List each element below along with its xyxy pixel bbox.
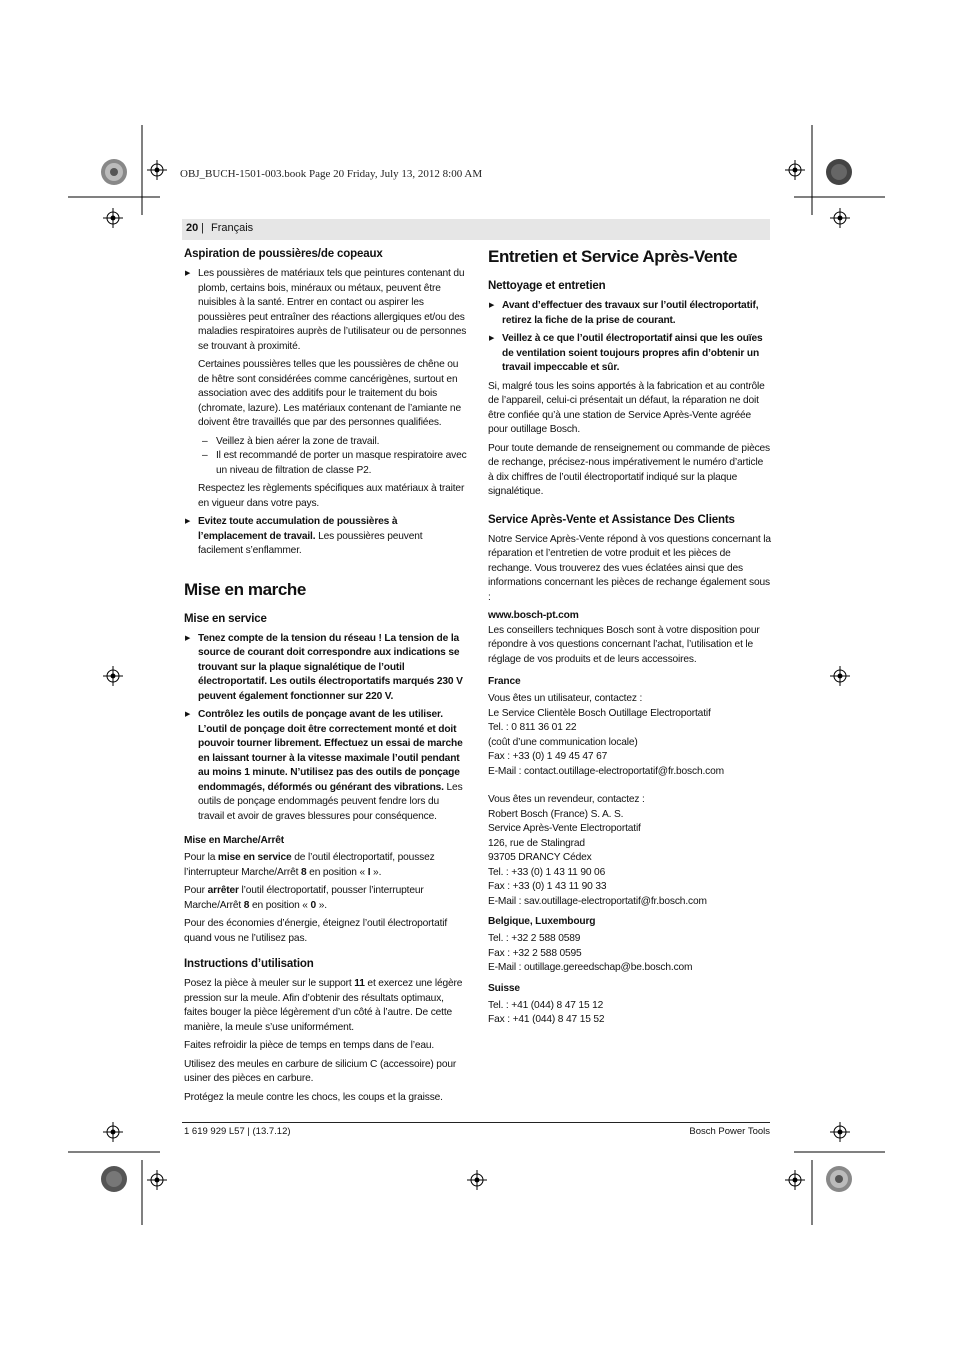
section-heading: Aspiration de poussières/de copeaux [184,248,383,260]
registration-target-icon [830,208,850,228]
footer-brand: Bosch Power Tools [689,1126,770,1137]
bold-text: Evitez toute accumulation de poussières à l’emplacement de travail. [198,516,398,542]
contact-line: Tel. : +41 (044) 8 47 15 12 [488,999,604,1011]
paragraph: Faites refroidir la pièce de temps en temps dans de l’eau. [184,1040,435,1051]
footer-doc-number: 1 619 929 L57 | (13.7.12) [184,1126,291,1137]
registration-target-icon [147,160,167,180]
registration-target-icon [830,666,850,686]
section-heading: Mise en service [184,612,267,625]
contact-line: 126, rue de Stalingrad [488,837,585,849]
paragraph: Notre Service Après-Vente répond à vos questions concernant la réparation et l’entretien de votre produit et les pièces de rechange. Vous trouverez des vues éclatées ainsi que des informations concernant les pièces de rechange également sous : [488,533,771,603]
contact-line: E-Mail : outillage.gereedschap@be.bosch.com [488,962,693,973]
bold-text: Tenez compte de la tension du réseau ! La tension de la source de courant doit correspondre aux indications se trouvant sur la plaque signalétique de l’outil électroportatif. Les outils électroportatifs marqués 230 V peuvent également fonctionner sur 220 V. [198,632,463,702]
contact-line: E-Mail : sav.outillage-electroportatif@fr.bosch.com [488,895,707,907]
registration-target-icon [147,1170,167,1190]
website-link[interactable]: www.bosch-pt.com [488,610,579,621]
section-heading: Service Après-Vente et Assistance Des Clients [488,513,735,526]
page-number: 20 [186,222,199,234]
contact-line: Vous êtes un utilisateur, contactez : [488,693,643,704]
contact-line: Tel. : +33 (0) 1 43 11 90 06 [488,866,606,878]
paragraph: Pour toute demande de renseignement ou commande de pièces de rechange, précisez-nous impérativement le numéro d’article à dix chiffres de l’outil électroportatif indiqué sur la plaque signalétique. [488,442,770,497]
country-heading: France [488,676,521,687]
contact-line: Fax : +41 (044) 8 47 15 52 [488,1014,605,1025]
contact-line: Service Après-Vente Electroportatif [488,823,641,834]
registration-target-icon [103,208,123,228]
print-slug: OBJ_BUCH-1501-003.book Page 20 Friday, July 13, 2012 8:00 AM [180,168,483,180]
section-heading: Nettoyage et entretien [488,280,606,292]
warning-item [184,708,467,824]
dash-item: – Il est recommandé de porter un masque respiratoire avec un niveau de filtration de classe P2. [184,449,467,478]
contact-block [488,999,771,1028]
contact-line: Fax : +33 (0) 1 49 45 47 67 [488,751,608,762]
registration-target-icon [467,1170,487,1190]
warning-item [184,267,467,431]
registration-target-icon [830,1122,850,1142]
contact-line: 93705 DRANCY Cédex [488,852,592,863]
warning-item [488,299,771,328]
subsection-heading: Mise en Marche/Arrêt [184,835,285,846]
bold-text: Contrôlez les outils de ponçage avant de les utiliser. L’outil de ponçage doit être correctement monté et doit pouvoir tourner librement. Effectuez un essai de marche en laissant tourner à la vitesse maximale l’outil pendant au moins 1 minute. N’utilisez pas des outils de ponçage endommagés, déformés ou générant des vibrations. [198,709,463,793]
calibration-wheel-icon [100,158,128,186]
warning-item [184,515,467,559]
paragraph: Posez la pièce à meuler sur le support 11 et exercez une légère pression sur la meule. Afin d’obtenir des résultats optimaux, faites bouger la pièce légèrement d’un côté à l’autre. De cette manière, la meule s’use uniformément. [184,978,463,1033]
warning-item [488,332,771,376]
contact-line: Fax : +33 (0) 1 43 11 90 33 [488,881,607,892]
text: Les outils de ponçage endommagés peuvent fendre lors du travail et avoir de graves blessures pour conséquence. [198,781,463,822]
left-column [184,246,467,1109]
warning-item [184,632,467,705]
paragraph: Pour arrêter l’outil électroportatif, pousser l’interrupteur Marche/Arrêt 8 en position « 0 ». [184,885,424,911]
paragraph: Pour la mise en service de l’outil électroportatif, poussez l’interrupteur Marche/Arrêt 8 en position « I ». [184,852,435,878]
contact-line: Fax : +32 2 588 0595 [488,947,582,959]
header-separator: | [201,222,204,234]
registration-target-icon [103,666,123,686]
calibration-wheel-icon [100,1165,128,1193]
paragraph: Respectez les règlements spécifiques aux matériaux à traiter en vigueur dans votre pays. [198,483,465,509]
contact-block [488,692,771,779]
contact-line: E-Mail : contact.outillage-electroportatif@fr.bosch.com [488,765,724,777]
country-heading: Suisse [488,982,520,994]
calibration-wheel-icon [825,158,853,186]
bold-text: Veillez à ce que l’outil électroportatif ainsi que les ouïes de ventilation soient toujours propres afin d’obtenir un travail impeccable et sûr. [502,333,763,373]
page-header [182,219,770,240]
bold-text: Avant d’effectuer des travaux sur l’outil électroportatif, retirez la fiche de la prise de courant. [502,300,759,326]
contact-line: Le Service Clientèle Bosch Outillage Electroportatif [488,707,711,719]
country-heading: Belgique, Luxembourg [488,916,596,927]
contact-line: (coût d’une communication locale) [488,736,638,748]
calibration-wheel-icon [825,1165,853,1193]
contact-line: Vous êtes un revendeur, contactez : [488,794,645,805]
chapter-heading: Mise en marche [184,579,306,599]
footer-rule [182,1122,770,1123]
header-language: Français [211,222,254,234]
registration-target-icon [103,1122,123,1142]
contact-block [488,932,771,976]
paragraph: Pour des économies d’énergie, éteignez l’outil électroportatif quand vous ne l’utilisez pas. [184,918,448,944]
text: Les poussières peuvent facilement s’enflammer. [198,530,423,556]
paragraph: Utilisez des meules en carbure de silicium C (accessoire) pour usiner des pièces en carbure. [184,1058,457,1084]
paragraph: Les conseillers techniques Bosch sont à votre disposition pour répondre à vos questions concernant l’achat, l’utilisation et le réglage de vos produits et de leurs accessoires. [488,624,760,665]
section-heading: Instructions d’utilisation [184,958,314,970]
paragraph: ▶ Les poussières de matériaux tels que peintures contenant du plomb, certains bois, minéraux ou métaux, peuvent être nuisibles à la santé. Entrer en contact ou aspirer les poussières peut entraîner des réactions allergiques et/ou des maladies respiratoires auprès de l’utilisateur ou de personnes se trouvant à proximité. [198,268,467,352]
paragraph: Certaines poussières telles que les poussières de chêne ou de hêtre sont considérées comme cancérigènes, surtout en association avec des additifs pour le traitement du bois (chromate, lazure). Les matériaux contenant de l’amiante ne doivent être travaillés que par des personnes qualifiées. [198,359,461,428]
chapter-heading: Entretien et Service Après-Vente [488,247,738,266]
contact-block [488,793,771,909]
contact-line: Robert Bosch (France) S. A. S. [488,808,624,820]
registration-target-icon [785,1170,805,1190]
registration-target-icon [785,160,805,180]
right-column [488,246,771,1028]
dash-item: – Veillez à bien aérer la zone de travail. [184,435,467,450]
contact-line: Tel. : 0 811 36 01 22 [488,722,577,733]
paragraph: Si, malgré tous les soins apportés à la fabrication et au contrôle de l’appareil, celui-ci présentait un défaut, la réparation ne doit être confiée qu’à une station de Service Après-Vente agréée pour outillage Bosch. [488,380,765,435]
paragraph: Protégez la meule contre les chocs, les coups et la graisse. [184,1091,443,1103]
contact-line: Tel. : +32 2 588 0589 [488,933,581,944]
